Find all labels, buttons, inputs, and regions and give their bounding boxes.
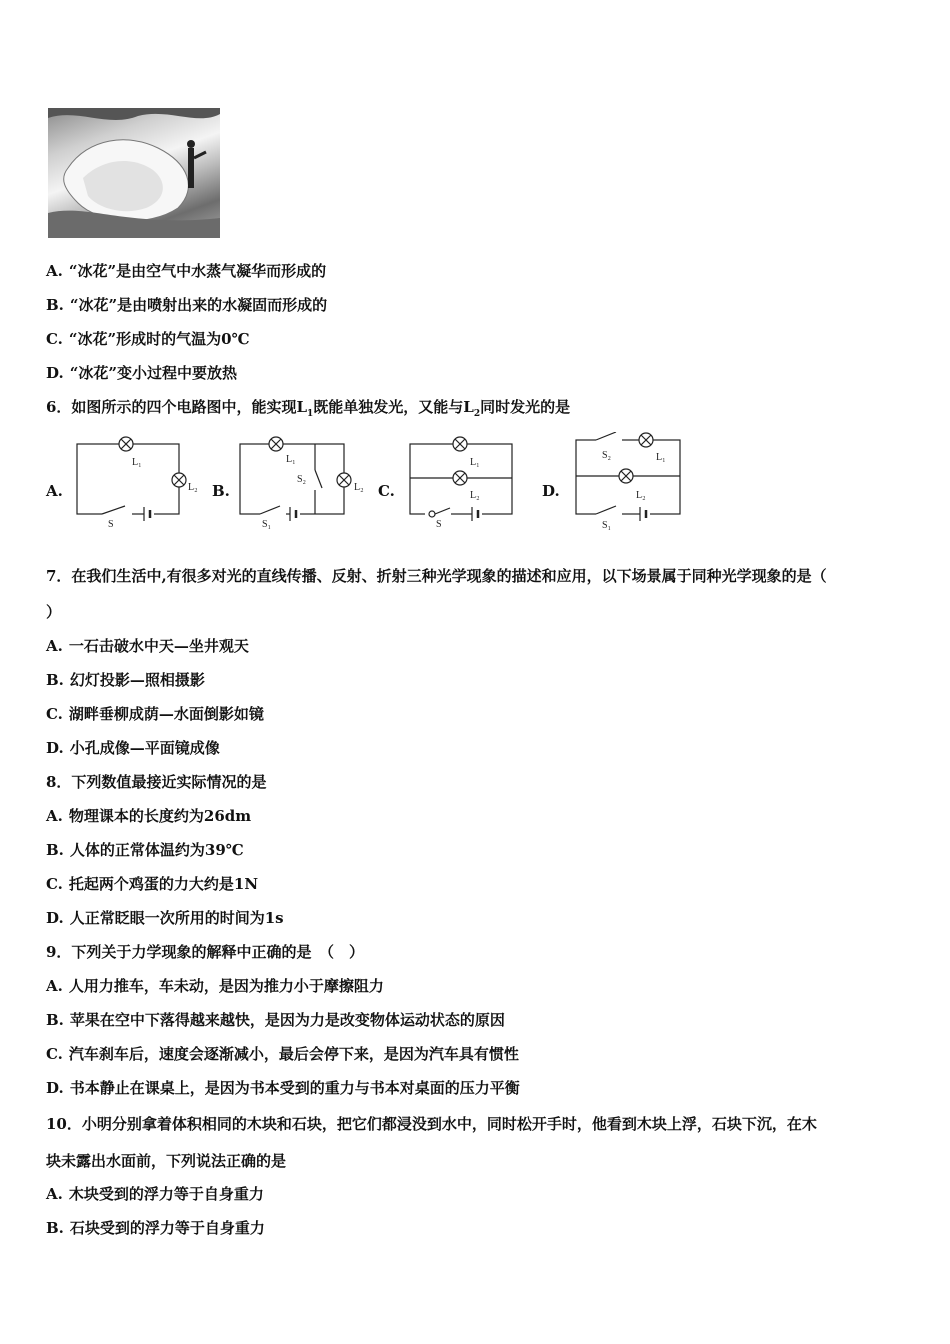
option-d (46, 1078, 520, 1098)
option-text: 汽车刹车后，速度会逐渐减小，最后会停下来，是因为汽车具有惯性 (68, 1045, 519, 1063)
option-label: B. (46, 671, 64, 689)
circuit-c (410, 437, 512, 521)
label-l2: L₂ (354, 482, 364, 493)
circuit-diagrams (40, 432, 700, 532)
option-label: A. (46, 262, 63, 280)
option-text: 苹果在空中下落得越来越快，是因为力是改变物体运动状态的原因 (69, 1011, 505, 1029)
option-d (46, 363, 237, 383)
option-label: D. (46, 909, 64, 927)
option-text: 一石击破水中天—坐井观天 (68, 637, 249, 655)
option-c (46, 874, 258, 894)
option-text: 物理课本的长度约为26dm (68, 807, 252, 825)
label-l1: L₁ (470, 457, 480, 468)
option-label: A. (46, 807, 63, 825)
diagram-label-b: B. (212, 482, 230, 500)
diagram-label-c: C. (378, 482, 395, 500)
diagram-label-a: A. (46, 482, 63, 500)
option-text: 人用力推车，车未动，是因为推力小于摩擦阻力 (68, 977, 384, 995)
option-label: D. (46, 1079, 64, 1097)
question-7-stem-cont: ） (46, 603, 62, 621)
label-l1: L₁ (656, 452, 666, 463)
option-text: 湖畔垂柳成荫—水面倒影如镜 (68, 705, 264, 723)
subscript: 2 (473, 409, 481, 419)
option-b (46, 1218, 265, 1238)
option-label: A. (46, 637, 63, 655)
option-text: 幻灯投影—照相摄影 (69, 671, 205, 689)
option-text: 人体的正常体温约为39℃ (69, 841, 244, 859)
label-l2: L₂ (636, 490, 646, 501)
option-c (46, 329, 250, 349)
circuit-b (240, 437, 351, 521)
label-s2: S₂ (297, 474, 307, 485)
option-label: C. (46, 875, 63, 893)
option-text: “冰花”是由空气中水蒸气凝华而形成的 (68, 262, 327, 280)
option-text: 托起两个鸡蛋的力大约是1N (68, 875, 259, 893)
stem-part: 同时发光的是 (480, 398, 571, 416)
option-b (46, 1010, 505, 1030)
diagram-label-d: D. (542, 482, 560, 500)
circuit-d (576, 432, 680, 521)
option-text: 木块受到的浮力等于自身重力 (68, 1185, 264, 1203)
label-s1: S₁ (262, 519, 272, 530)
option-d (46, 908, 284, 928)
option-label: C. (46, 705, 63, 723)
label-l2: L₂ (470, 490, 480, 501)
option-label: B. (46, 1219, 64, 1237)
label-s2: S₂ (602, 450, 612, 461)
question-9-stem: 9．下列关于力学现象的解释中正确的是 （ ） (46, 943, 364, 961)
option-b (46, 840, 244, 860)
option-a (46, 261, 326, 281)
option-a (46, 636, 249, 656)
label-s1: S₁ (602, 520, 612, 531)
option-a (46, 1184, 264, 1204)
option-d (46, 738, 220, 758)
label-l2: L₂ (188, 482, 198, 493)
question-7-stem: 7．在我们生活中,有很多对光的直线传播、反射、折射三种光学现象的描述和应用，以下场景属于同种光学现象的是（ (46, 567, 827, 585)
label-s: S (108, 519, 114, 530)
option-label: C. (46, 330, 63, 348)
option-c (46, 704, 264, 724)
option-text: 人正常眨眼一次所用的时间为1s (69, 909, 284, 927)
option-b (46, 295, 327, 315)
option-text: “冰花”形成时的气温为0℃ (68, 330, 250, 348)
ice-flower-photo (48, 108, 220, 238)
option-label: A. (46, 977, 63, 995)
option-label: D. (46, 739, 64, 757)
option-c (46, 1044, 519, 1064)
question-6-stem (46, 397, 570, 424)
stem-part: 6．如图所示的四个电路图中，能实现L (46, 398, 307, 416)
question-10-stem-cont: 块未露出水面前，下列说法正确的是 (46, 1152, 287, 1170)
option-b (46, 670, 205, 690)
option-label: B. (46, 1011, 64, 1029)
option-a (46, 806, 251, 826)
question-10-stem: 10．小明分别拿着体积相同的木块和石块，把它们都浸没到水中，同时松开手时，他看到木块上浮，石块下沉，在木 (46, 1115, 817, 1133)
option-label: A. (46, 1185, 63, 1203)
label-l1: L₁ (286, 454, 296, 465)
option-text: 小孔成像—平面镜成像 (69, 739, 220, 757)
label-l1: L₁ (132, 457, 142, 468)
option-label: B. (46, 841, 64, 859)
option-label: D. (46, 364, 64, 382)
option-text: “冰花”是由喷射出来的水凝固而形成的 (69, 296, 328, 314)
circuit-svg (40, 432, 700, 532)
option-text: 书本静止在课桌上，是因为书本受到的重力与书本对桌面的压力平衡 (69, 1079, 520, 1097)
option-text: 石块受到的浮力等于自身重力 (69, 1219, 265, 1237)
option-label: C. (46, 1045, 63, 1063)
stem-part: 既能单独发光，又能与L (313, 398, 474, 416)
label-s: S (436, 519, 442, 530)
option-text: “冰花”变小过程中要放热 (69, 364, 237, 382)
option-label: B. (46, 296, 64, 314)
subscript: 1 (307, 409, 314, 419)
option-a (46, 976, 384, 996)
circuit-a (77, 437, 186, 521)
question-8-stem: 8．下列数值最接近实际情况的是 (46, 773, 267, 791)
